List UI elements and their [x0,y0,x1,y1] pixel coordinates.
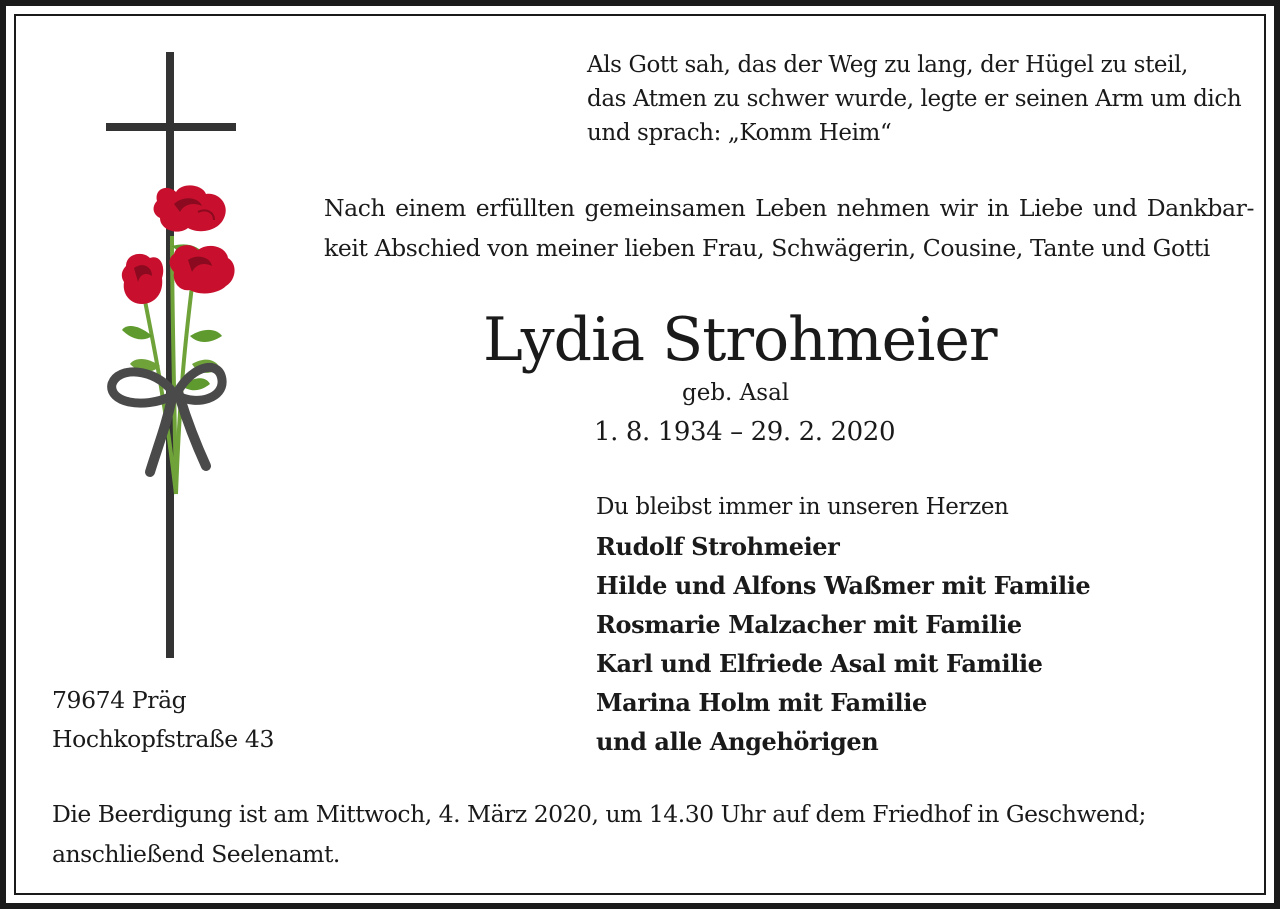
verse-line: und sprach: „Komm Heim“ [587,120,892,146]
life-dates: 1. 8. 1934 – 29. 2. 2020 [594,417,896,447]
verse-line: das Atmen zu schwer wurde, legte er seinen Arm um dich [587,86,1242,112]
mourner-name: und alle Angehörigen [596,727,879,756]
funeral-info [52,794,1252,874]
roses-icon [122,185,235,494]
mourner-name: Rosmarie Malzacher mit Familie [596,610,1022,639]
intro-line: keit Abschied von meiner lieben Frau, Schwägerin, Cousine, Tante und Gotti [324,234,1210,262]
intro-text [324,188,1254,268]
address-city: 79674 Präg [52,686,187,714]
mourner-name: Karl und Elfriede Asal mit Familie [596,649,1043,678]
deceased-name: Lydia Strohmeier [483,305,997,375]
cross-icon [106,52,236,658]
mourner-name: Marina Holm mit Familie [596,688,927,717]
mourner-name: Rudolf Strohmeier [596,532,840,561]
cross-with-roses-illustration [102,46,242,662]
funeral-line: anschließend Seelenamt. [52,840,340,868]
address [52,681,274,759]
intro-line: Nach einem erfüllten gemeinsamen Leben nehmen wir in Liebe und Dankbar- [324,194,1254,222]
address-street: Hochkopfstraße 43 [52,725,274,753]
mourner-name: Hilde und Alfons Waßmer mit Familie [596,571,1091,600]
mourners-heading: Du bleibst immer in unseren Herzen [596,494,1009,520]
verse-line: Als Gott sah, das der Weg zu lang, der Hügel zu steil, [587,52,1188,78]
mourners-block [596,488,1236,761]
maiden-name: geb. Asal [682,380,790,406]
verse [587,48,1267,150]
funeral-line: Die Beerdigung ist am Mittwoch, 4. März 2020, um 14.30 Uhr auf dem Friedhof in Geschwend; [52,800,1146,828]
